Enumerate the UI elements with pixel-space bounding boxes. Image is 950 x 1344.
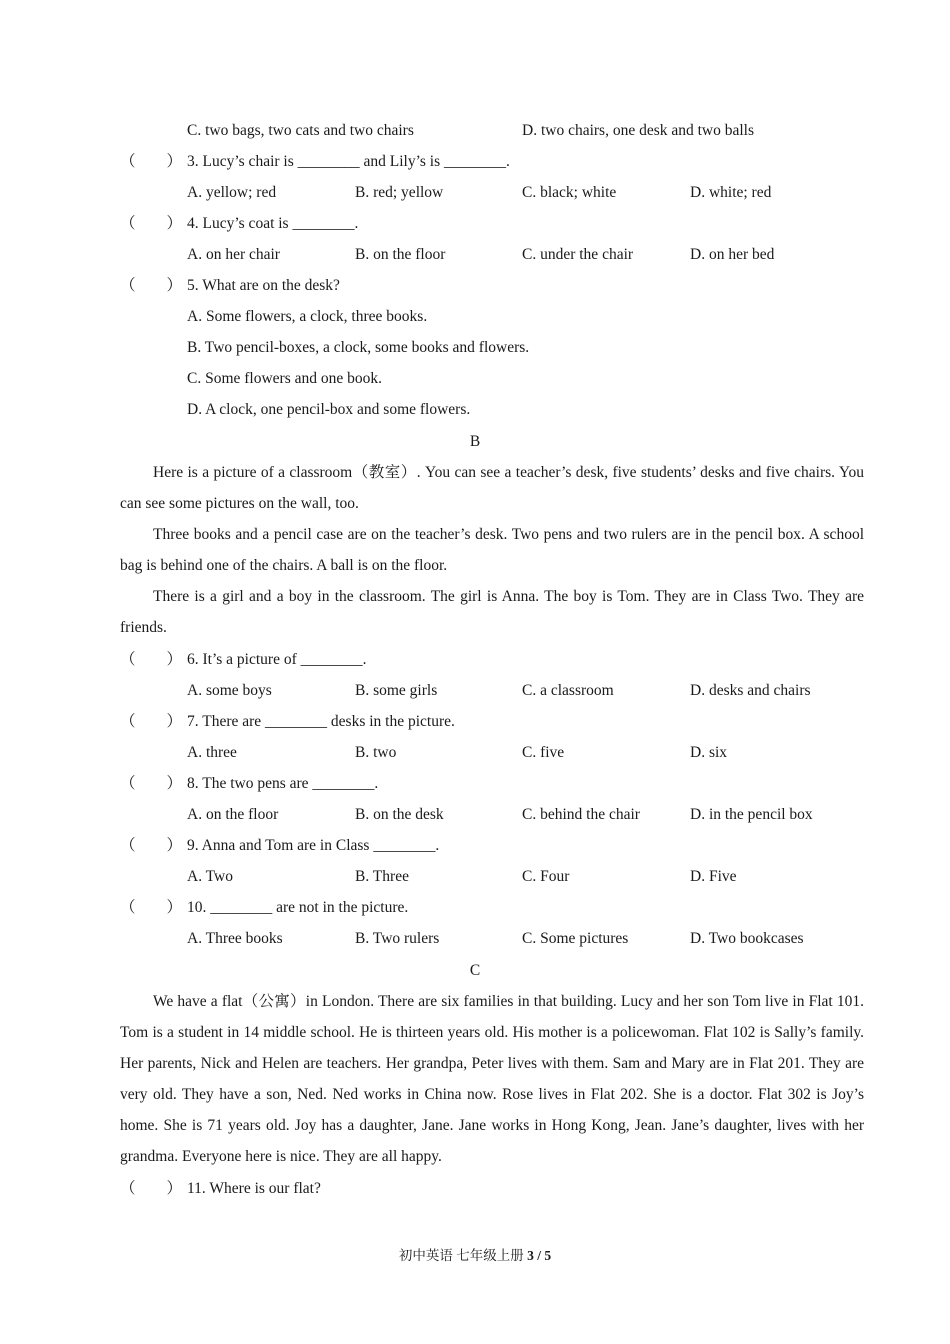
answer-blank[interactable]: （ ） [120,153,183,170]
q5-option-a: A. Some flowers, a clock, three books. [187,308,428,325]
question-7 [120,712,455,732]
answer-blank[interactable]: （ ） [120,775,183,792]
question-8-text: 8. The two pens are ________. [187,775,379,792]
answer-blank[interactable]: （ ） [120,713,183,730]
answer-blank[interactable]: （ ） [120,1180,183,1197]
question-5-text: 5. What are on the desk? [187,277,340,294]
q5-option-d: D. A clock, one pencil-box and some flowers. [187,401,471,418]
q5-option-b: B. Two pencil-boxes, a clock, some books and flowers. [187,339,530,356]
question-9 [120,836,439,856]
q10-option-c: C. Some pictures [522,930,629,947]
q8-option-b: B. on the desk [355,806,444,823]
section-c-paragraph-1-text: We have a flat（公寓）in London. There are six families in that building. Lucy and her son Tom live in Flat 101. Tom is a student in 14 middle school. He is thirteen years old. His mother is a policewoman. Flat 102 is Sally’s family. Her parents, Nick and Helen are teachers. Her grandpa, Peter lives with them. Sam and Mary are in Flat 201. They are very old. They have a son, Ned. Ned works in China now. Rose lives in Flat 202. She is a doctor. Flat 302 is Joy’s home. She is 71 years old. Joy has a daughter, Jane. Jane works in Hong Kong, Jean. Jane’s daughter, lives with her grandma. Everyone here is nice. They are all happy. [120,993,864,1165]
q9-option-d: D. Five [690,868,737,885]
q9-option-c: C. Four [522,868,570,885]
q10-option-d: D. Two bookcases [690,930,804,947]
answer-blank[interactable]: （ ） [120,899,183,916]
section-c-heading: C [469,962,481,979]
page-footer [0,1246,950,1266]
question-5 [120,276,340,296]
q4-option-a: A. on her chair [187,246,280,263]
answer-blank[interactable]: （ ） [120,837,183,854]
q6-option-a: A. some boys [187,682,272,699]
q5-option-c: C. Some flowers and one book. [187,370,383,387]
q7-option-c: C. five [522,744,565,761]
question-6-text: 6. It’s a picture of ________. [187,651,367,668]
q6-option-b: B. some girls [355,682,438,699]
q4-option-d: D. on her bed [690,246,775,263]
q2-option-c: C. two bags, two cats and two chairs [187,122,414,139]
q7-option-b: B. two [355,744,397,761]
question-6 [120,650,367,670]
q8-option-d: D. in the pencil box [690,806,813,823]
question-3-text: 3. Lucy’s chair is ________ and Lily’s is ________. [187,153,510,170]
section-b-paragraph-2 [120,519,864,581]
section-b-paragraph-1 [120,457,864,519]
q6-option-d: D. desks and chairs [690,682,811,699]
section-b-paragraph-2-text: Three books and a pencil case are on the teacher’s desk. Two pens and two rulers are in the pencil box. A school bag is behind one of the chairs. A ball is on the floor. [120,526,864,574]
question-10 [120,898,408,918]
page-number: 3 / 5 [527,1248,552,1263]
q8-option-a: A. on the floor [187,806,279,823]
section-c-paragraph-1 [120,986,864,1172]
q7-option-a: A. three [187,744,237,761]
footer-course-label: 初中英语 七年级上册 [398,1248,528,1263]
q4-option-c: C. under the chair [522,246,634,263]
q6-option-c: C. a classroom [522,682,614,699]
question-4 [120,214,358,234]
section-b-paragraph-1-text: Here is a picture of a classroom（教室）. You can see a teacher’s desk, five students’ desks and five chairs. You can see some pictures on the wall, too. [120,464,864,512]
q3-option-a: A. yellow; red [187,184,277,201]
answer-blank[interactable]: （ ） [120,651,183,668]
question-11 [120,1179,321,1199]
q3-option-b: B. red; yellow [355,184,444,201]
question-3 [120,152,510,172]
q9-option-b: B. Three [355,868,409,885]
q9-option-a: A. Two [187,868,233,885]
question-11-text: 11. Where is our flat? [187,1180,321,1197]
q8-option-c: C. behind the chair [522,806,640,823]
q3-option-d: D. white; red [690,184,772,201]
question-8 [120,774,378,794]
question-9-text: 9. Anna and Tom are in Class ________. [187,837,440,854]
q3-option-c: C. black; white [522,184,617,201]
q4-option-b: B. on the floor [355,246,446,263]
section-b-paragraph-3 [120,581,864,643]
question-7-text: 7. There are ________ desks in the picture. [187,713,455,730]
section-b-paragraph-3-text: There is a girl and a boy in the classroom. The girl is Anna. The boy is Tom. They are in Class Two. They are friends. [120,588,864,636]
section-b-heading: B [469,433,481,450]
q7-option-d: D. six [690,744,728,761]
q2-option-d: D. two chairs, one desk and two balls [522,122,755,139]
q10-option-a: A. Three books [187,930,283,947]
answer-blank[interactable]: （ ） [120,277,183,294]
question-10-text: 10. ________ are not in the picture. [187,899,409,916]
answer-blank[interactable]: （ ） [120,215,183,232]
question-4-text: 4. Lucy’s coat is ________. [187,215,359,232]
q10-option-b: B. Two rulers [355,930,440,947]
